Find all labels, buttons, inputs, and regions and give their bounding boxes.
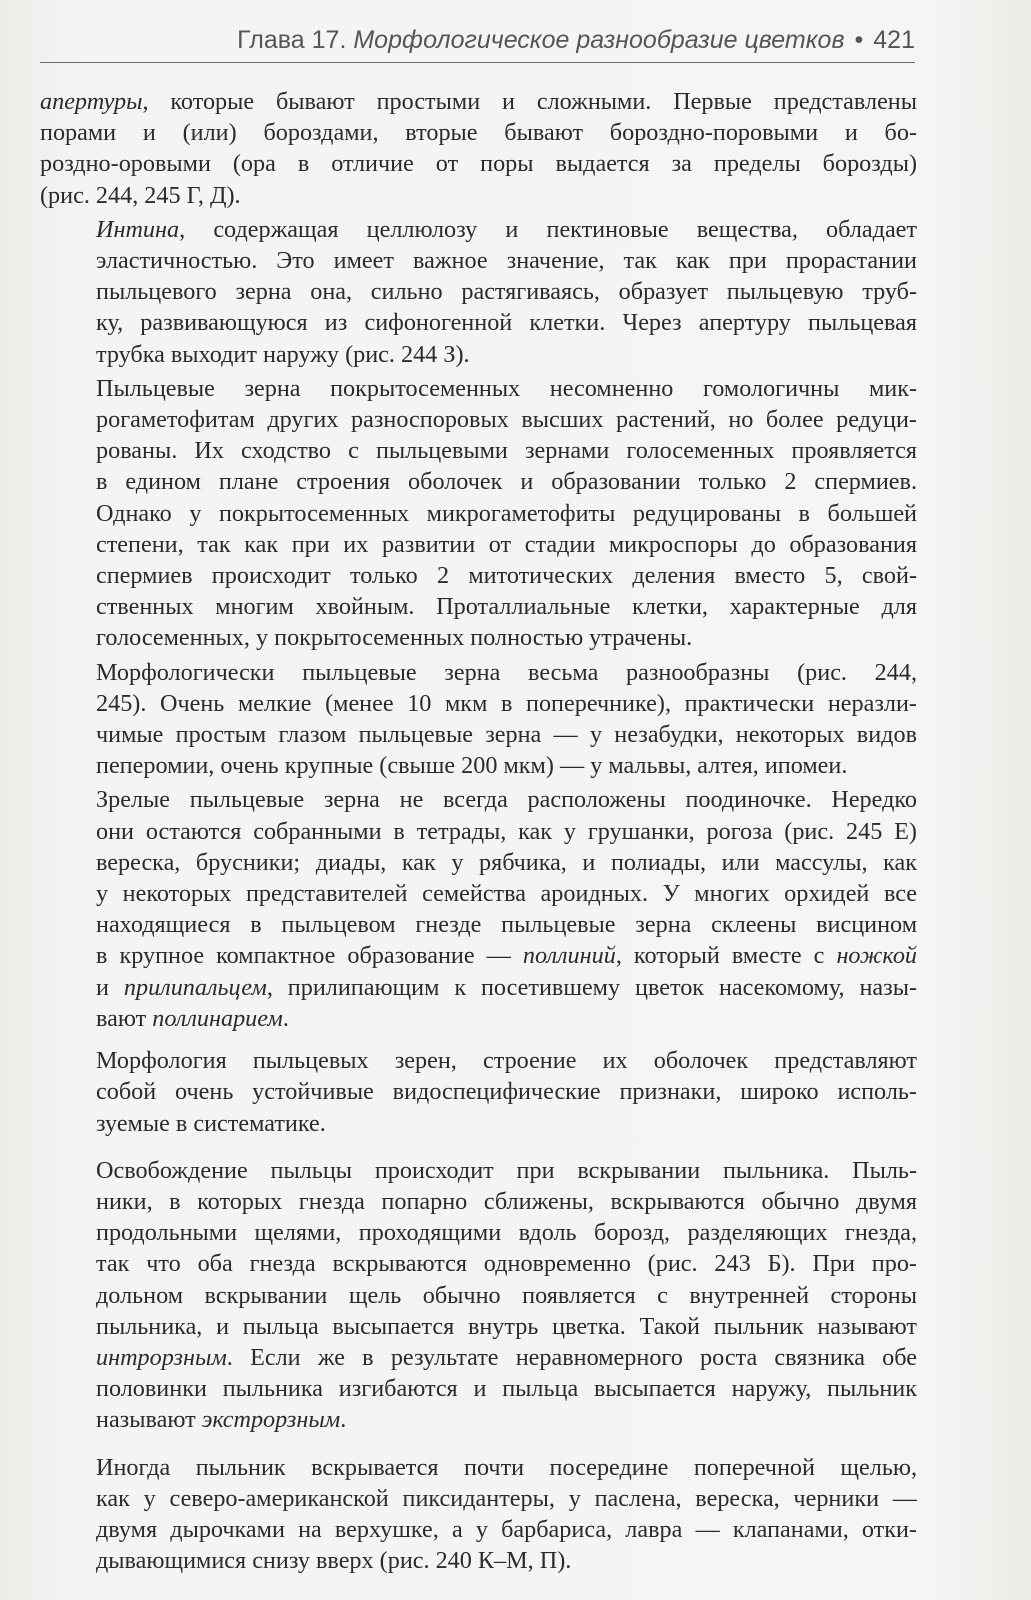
text-line bbox=[40, 909, 917, 940]
text-run: голосеменных, у покрытосеменных полностью утрачены. bbox=[96, 624, 693, 652]
text-run: Пыльцевые зерна покрытосеменных несомненно гомологичны мик- bbox=[96, 374, 917, 402]
text-run: порами и (или) бороздами, вторые бывают бороздно-поровыми и бо- bbox=[40, 119, 917, 147]
text-run: в крупное компактное образование — bbox=[96, 942, 523, 970]
text-run: (рис. 244, 245 Г, Д). bbox=[40, 181, 241, 209]
italic-term: Интина bbox=[96, 215, 180, 243]
paragraph bbox=[40, 373, 917, 654]
text-run: рогаметофитам других разноспоровых высших растений, но более редуци- bbox=[96, 406, 917, 434]
text-run: Морфология пыльцевых зерен, строение их оболочек представляют bbox=[96, 1047, 917, 1075]
text-line bbox=[40, 688, 917, 719]
text-run: степени, так как при их развитии от стадии микроспоры до образования bbox=[96, 530, 917, 558]
text-line bbox=[40, 339, 917, 370]
text-run: дольном вскрывании щель обычно появляется с внутренней стороны bbox=[96, 1281, 917, 1309]
text-line bbox=[40, 214, 917, 245]
text-line bbox=[40, 1404, 917, 1435]
text-run: пыльника, и пыльца высыпается внутрь цветка. Такой пыльник называют bbox=[96, 1312, 917, 1340]
italic-term: апертуры bbox=[40, 88, 143, 115]
text-line bbox=[40, 750, 917, 781]
text-line bbox=[40, 1248, 917, 1279]
text-line bbox=[40, 1186, 917, 1217]
text-line bbox=[40, 1217, 917, 1248]
text-run: зуемые в систематике. bbox=[96, 1109, 326, 1137]
text-line bbox=[40, 86, 917, 117]
text-line bbox=[40, 117, 917, 148]
text-run: у некоторых представителей семейства ароидных. У многих орхидей все bbox=[96, 880, 917, 908]
text-run: , содержащая целлюлозу и пектиновые вещества, обладает bbox=[179, 215, 917, 243]
text-line bbox=[40, 1045, 917, 1076]
text-line bbox=[40, 276, 917, 307]
text-run: двумя дырочками на верхушке, а у барбариса, лавра — клапанами, отки- bbox=[96, 1515, 917, 1543]
text-line bbox=[40, 1108, 917, 1139]
text-run: чимые простым глазом пыльцевые зерна — у незабудки, некоторых видов bbox=[96, 721, 917, 749]
text-line bbox=[40, 560, 917, 591]
text-run: вереска, брусники; диады, как у рябчика, и полиады, или массулы, как bbox=[96, 848, 917, 876]
text-run: дывающимися снизу вверх (рис. 240 К–М, П). bbox=[96, 1547, 572, 1575]
text-run: , который вместе с bbox=[615, 942, 837, 970]
text-line bbox=[40, 657, 917, 688]
text-run: ники, в которых гнезда попарно сближены, вскрываются обычно двумя bbox=[96, 1187, 917, 1215]
text-line bbox=[40, 435, 917, 466]
text-run: 245). Очень мелкие (менее 10 мкм в поперечнике), практически неразли- bbox=[96, 689, 917, 717]
text-line bbox=[40, 816, 917, 847]
running-header bbox=[40, 22, 915, 63]
text-run: спермиев происходит только 2 митотических деления вместо 5, свой- bbox=[96, 562, 917, 590]
text-run: находящиеся в пыльцевом гнезде пыльцевые зерна склеены висцином bbox=[96, 911, 917, 939]
text-run: собой очень устойчивые видоспецифические признаки, широко исполь- bbox=[96, 1078, 917, 1106]
text-line bbox=[40, 245, 917, 276]
bullet-separator: • bbox=[854, 26, 864, 54]
text-line bbox=[40, 1280, 917, 1311]
text-line bbox=[40, 622, 917, 653]
text-run: Освобождение пыльцы происходит при вскрывании пыльника. Пыль- bbox=[96, 1156, 917, 1184]
paragraph bbox=[40, 1155, 917, 1436]
italic-term: ножкой bbox=[836, 942, 918, 970]
text-line bbox=[40, 404, 917, 435]
text-run: , прилипающим к посетившему цветок насекомому, назы- bbox=[266, 973, 917, 1001]
text-line bbox=[40, 1514, 917, 1545]
text-run: ственных многим хвойным. Проталлиальные клетки, характерные для bbox=[96, 593, 917, 621]
text-line bbox=[40, 1452, 917, 1483]
text-run: вают bbox=[96, 1004, 153, 1032]
text-line bbox=[40, 529, 917, 560]
text-line bbox=[40, 1545, 917, 1576]
italic-term: интрорзным bbox=[96, 1343, 227, 1371]
text-run: трубка выходит наружу (рис. 244 З). bbox=[96, 340, 470, 368]
text-line bbox=[40, 498, 917, 529]
text-run: и bbox=[96, 973, 124, 1001]
text-run: в едином плане строения оболочек и образовании только 2 спермиев. bbox=[96, 468, 917, 496]
text-run: ку, развивающуюся из сифоногенной клетки. Через апертуру пыльцевая bbox=[96, 309, 917, 337]
italic-term: экстрорзным bbox=[201, 1406, 341, 1434]
text-line bbox=[40, 1003, 917, 1034]
text-line bbox=[40, 847, 917, 878]
text-run: называют bbox=[96, 1406, 202, 1434]
text-line bbox=[40, 1373, 917, 1404]
chapter-title: Морфологическое разнообразие цветков bbox=[353, 26, 845, 54]
text-line bbox=[40, 878, 917, 909]
text-run: они остаются собранными в тетрады, как у грушанки, рогоза (рис. 245 Е) bbox=[96, 817, 917, 845]
text-line bbox=[40, 972, 917, 1003]
text-line bbox=[40, 373, 917, 404]
paragraph bbox=[40, 214, 917, 370]
text-line bbox=[40, 180, 917, 211]
page-number: 421 bbox=[873, 26, 915, 54]
chapter-label: Глава 17. bbox=[237, 26, 347, 54]
paragraph bbox=[40, 1045, 917, 1139]
text-line bbox=[40, 719, 917, 750]
text-line bbox=[40, 1342, 917, 1373]
text-run: . Если же в результате неравномерного роста связника обе bbox=[226, 1343, 917, 1371]
text-run: пеперомии, очень крупные (свыше 200 мкм) — у мальвы, алтея, ипомеи. bbox=[96, 752, 848, 780]
text-run: пыльцевого зерна она, сильно растягиваясь, образует пыльцевую труб- bbox=[96, 278, 917, 306]
text-line bbox=[40, 307, 917, 338]
text-line bbox=[40, 784, 917, 815]
text-run: . bbox=[282, 1004, 289, 1032]
paragraph bbox=[40, 1452, 917, 1577]
text-run: эластичностью. Это имеет важное значение, так как при прорастании bbox=[96, 247, 917, 275]
text-line bbox=[40, 1311, 917, 1342]
text-run: Однако у покрытосеменных микрогаметофиты редуцированы в большей bbox=[96, 499, 917, 527]
text-line bbox=[40, 1076, 917, 1107]
text-run: , которые бывают простыми и сложными. Первые представлены bbox=[142, 88, 917, 115]
text-line bbox=[40, 591, 917, 622]
paragraph bbox=[40, 657, 917, 782]
italic-term: прилипальцем bbox=[123, 973, 267, 1001]
text-run: рованы. Их сходство с пыльцевыми зернами голосеменных проявляется bbox=[96, 437, 917, 465]
text-run: Морфологически пыльцевые зерна весьма разнообразны (рис. 244, bbox=[96, 658, 917, 686]
text-line bbox=[40, 940, 917, 971]
text-run: . bbox=[340, 1406, 347, 1434]
italic-term: поллинарием bbox=[152, 1004, 283, 1032]
text-run: половинки пыльника изгибаются и пыльца высыпается наружу, пыльник bbox=[96, 1375, 917, 1403]
paragraph bbox=[40, 86, 917, 211]
text-run: роздно-оровыми (ора в отличие от поры выдается за пределы борозды) bbox=[40, 150, 917, 178]
text-line bbox=[40, 1483, 917, 1514]
text-line bbox=[40, 148, 917, 179]
paragraph bbox=[40, 784, 917, 1034]
text-run: Иногда пыльник вскрывается почти посередине поперечной щелью, bbox=[96, 1453, 917, 1481]
italic-term: поллиний bbox=[522, 942, 616, 970]
text-run: Зрелые пыльцевые зерна не всегда расположены поодиночке. Нередко bbox=[96, 786, 917, 814]
body-text bbox=[40, 86, 917, 1576]
text-run: как у северо-американской пиксидантеры, у паслена, вереска, черники — bbox=[96, 1484, 917, 1512]
text-run: продольными щелями, проходящими вдоль борозд, разделяющих гнезда, bbox=[96, 1219, 917, 1247]
text-line bbox=[40, 1155, 917, 1186]
text-line bbox=[40, 466, 917, 497]
text-run: так что оба гнезда вскрываются одновременно (рис. 243 Б). При про- bbox=[96, 1250, 917, 1278]
